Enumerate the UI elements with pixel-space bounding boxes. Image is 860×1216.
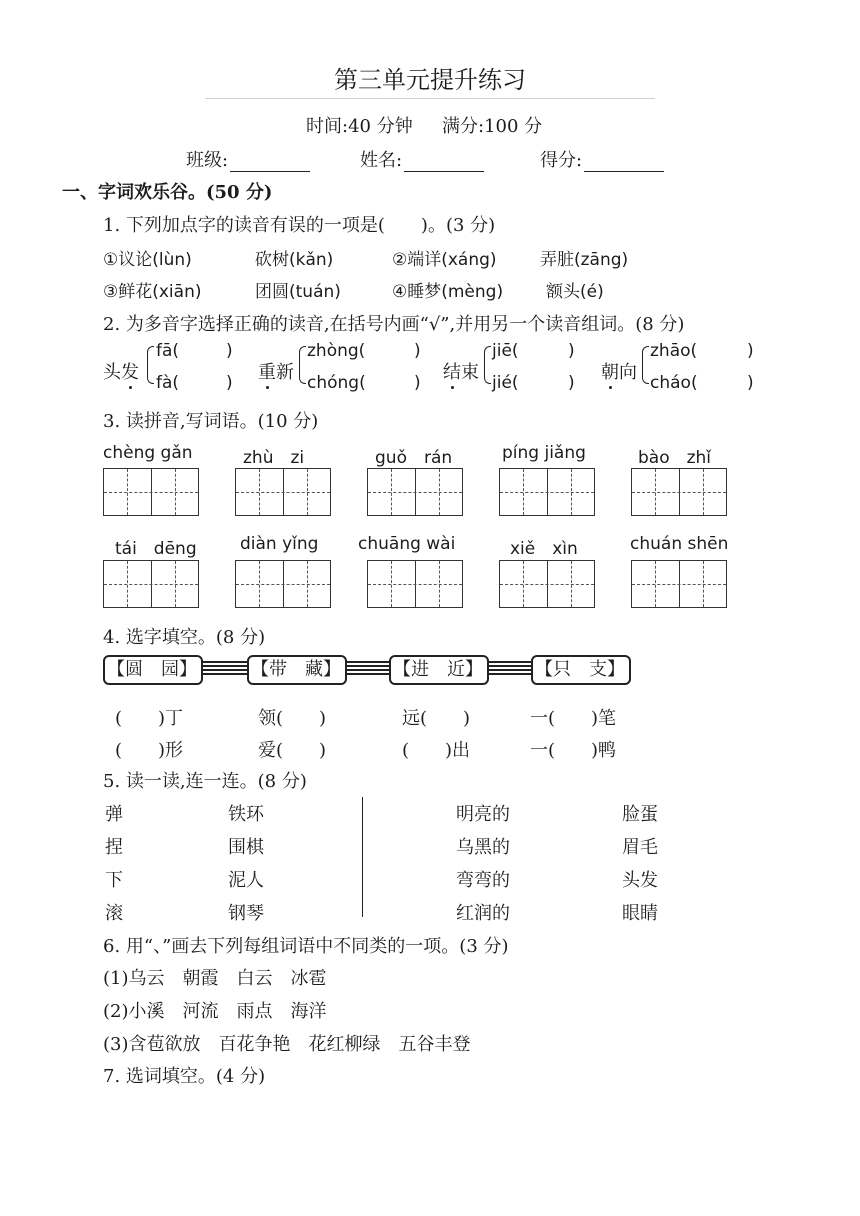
brace-icon bbox=[642, 346, 649, 384]
q2-paren: ) bbox=[568, 373, 575, 393]
score-label: 得分: bbox=[540, 150, 583, 171]
q2-paren: ) bbox=[226, 341, 233, 361]
char-choice-box: 【带 藏】 bbox=[247, 655, 347, 685]
writing-grid[interactable] bbox=[235, 468, 331, 516]
pinyin-label: guǒ rán bbox=[375, 448, 453, 468]
q2-reading: fā( bbox=[156, 341, 180, 361]
fill-item[interactable]: 远( ) bbox=[402, 708, 471, 729]
q7-stem: 7. 选词填空。(4 分) bbox=[103, 1066, 266, 1087]
column-divider bbox=[362, 797, 363, 917]
pinyin-label: bào zhǐ bbox=[638, 448, 712, 468]
match-word[interactable]: 头发 bbox=[622, 870, 658, 891]
score-blank[interactable] bbox=[584, 153, 664, 172]
match-word[interactable]: 滚 bbox=[105, 903, 123, 924]
writing-grid[interactable] bbox=[103, 560, 199, 608]
page-title: 第三单元提升练习 bbox=[334, 66, 526, 94]
q5-stem: 5. 读一读,连一连。(8 分) bbox=[103, 771, 307, 792]
writing-grid[interactable] bbox=[367, 560, 463, 608]
q1-option: 团圆(tuán) bbox=[255, 282, 341, 302]
match-word[interactable]: 泥人 bbox=[228, 870, 264, 891]
q2-word: 头发 bbox=[103, 362, 139, 383]
match-word[interactable]: 捏 bbox=[105, 837, 123, 858]
q2-word: 重新 bbox=[258, 362, 294, 383]
q2-paren: ) bbox=[568, 341, 575, 361]
match-word[interactable]: 红润的 bbox=[456, 903, 510, 924]
brace-icon bbox=[147, 346, 154, 384]
brace-icon bbox=[299, 346, 306, 384]
q6-item[interactable]: (1)乌云 朝霞 白云 冰雹 bbox=[103, 968, 327, 989]
q4-stem: 4. 选字填空。(8 分) bbox=[103, 627, 266, 648]
q2-reading: chóng( bbox=[307, 373, 366, 393]
match-word[interactable]: 乌黑的 bbox=[456, 837, 510, 858]
class-blank[interactable] bbox=[230, 153, 310, 172]
match-word[interactable]: 铁环 bbox=[228, 804, 264, 825]
match-word[interactable]: 脸蛋 bbox=[622, 804, 658, 825]
writing-grid[interactable] bbox=[631, 560, 727, 608]
fill-item[interactable]: 一( )鸭 bbox=[530, 740, 617, 761]
q2-stem: 2. 为多音字选择正确的读音,在括号内画“√”,并用另一个读音组词。(8 分) bbox=[103, 314, 685, 335]
q2-reading: zhòng( bbox=[307, 341, 366, 361]
q2-reading: zhāo( bbox=[650, 341, 698, 361]
match-word[interactable]: 眉毛 bbox=[622, 837, 658, 858]
q2-word: 结束 bbox=[443, 362, 479, 383]
char-choice-box: 【进 近】 bbox=[389, 655, 489, 685]
match-word[interactable]: 眼睛 bbox=[622, 903, 658, 924]
chain-connector bbox=[347, 661, 389, 677]
match-word[interactable]: 明亮的 bbox=[456, 804, 510, 825]
char-choice-box: 【只 支】 bbox=[531, 655, 631, 685]
fill-item[interactable]: 爱( ) bbox=[258, 740, 327, 761]
q1-option: 砍树(kǎn) bbox=[255, 250, 334, 270]
match-word[interactable]: 下 bbox=[105, 870, 123, 891]
section-heading: 一、字词欢乐谷。(50 分) bbox=[62, 182, 273, 203]
q6-item[interactable]: (3)含苞欲放 百花争艳 花红柳绿 五谷丰登 bbox=[103, 1034, 471, 1055]
q2-reading: jiē( bbox=[492, 341, 519, 361]
q1-option: ①议论(lùn) bbox=[103, 250, 192, 270]
q6-item[interactable]: (2)小溪 河流 雨点 海洋 bbox=[103, 1001, 327, 1022]
name-label: 姓名: bbox=[360, 150, 403, 171]
match-word[interactable]: 弹 bbox=[105, 804, 123, 825]
q1-option: ②端详(xáng) bbox=[392, 250, 497, 270]
pinyin-label: chuāng wài bbox=[358, 534, 456, 554]
score-field bbox=[540, 146, 664, 172]
fill-item[interactable]: 一( )笔 bbox=[530, 708, 617, 729]
brace-icon bbox=[484, 346, 491, 384]
q1-option: ④睡梦(mèng) bbox=[392, 282, 504, 302]
fill-item[interactable]: 领( ) bbox=[258, 708, 327, 729]
name-field bbox=[360, 146, 484, 172]
writing-grid[interactable] bbox=[631, 468, 727, 516]
chain-connector bbox=[203, 661, 247, 677]
q2-reading: jié( bbox=[492, 373, 519, 393]
writing-grid[interactable] bbox=[103, 468, 199, 516]
q2-paren: ) bbox=[747, 373, 754, 393]
class-field bbox=[186, 146, 310, 172]
fill-item[interactable]: ( )出 bbox=[402, 740, 471, 761]
full-score: 满分:100 分 bbox=[442, 116, 543, 137]
pinyin-label: zhù zi bbox=[243, 448, 305, 468]
q2-reading: cháo( bbox=[650, 373, 698, 393]
pinyin-label: chèng gǎn bbox=[103, 443, 193, 463]
q1-option: ③鲜花(xiān) bbox=[103, 282, 202, 302]
q1-option: 额头(é) bbox=[546, 282, 604, 302]
name-blank[interactable] bbox=[404, 153, 484, 172]
title-divider bbox=[205, 98, 655, 99]
q2-paren: ) bbox=[414, 341, 421, 361]
pinyin-label: píng jiǎng bbox=[502, 443, 586, 463]
q2-paren: ) bbox=[747, 341, 754, 361]
chain-connector bbox=[489, 661, 531, 677]
class-label: 班级: bbox=[186, 150, 229, 171]
q1-stem: 1. 下列加点字的读音有误的一项是( )。(3 分) bbox=[103, 215, 496, 236]
match-word[interactable]: 弯弯的 bbox=[456, 870, 510, 891]
pinyin-label: tái dēng bbox=[115, 539, 197, 559]
q6-stem: 6. 用“、”画去下列每组词语中不同类的一项。(3 分) bbox=[103, 936, 509, 957]
q2-paren: ) bbox=[226, 373, 233, 393]
fill-item[interactable]: ( )形 bbox=[115, 740, 184, 761]
writing-grid[interactable] bbox=[499, 468, 595, 516]
q2-paren: ) bbox=[414, 373, 421, 393]
match-word[interactable]: 钢琴 bbox=[228, 903, 264, 924]
pinyin-label: diàn yǐng bbox=[240, 534, 319, 554]
pinyin-label: xiě xìn bbox=[510, 539, 578, 559]
fill-item[interactable]: ( )丁 bbox=[115, 708, 184, 729]
writing-grid[interactable] bbox=[499, 560, 595, 608]
writing-grid[interactable] bbox=[367, 468, 463, 516]
char-choice-box: 【圆 园】 bbox=[103, 655, 203, 685]
q1-option: 弄脏(zāng) bbox=[540, 250, 629, 270]
pinyin-label: chuán shēn bbox=[630, 534, 729, 554]
writing-grid[interactable] bbox=[235, 560, 331, 608]
q3-stem: 3. 读拼音,写词语。(10 分) bbox=[103, 411, 319, 432]
exam-time: 时间:40 分钟 bbox=[306, 116, 413, 137]
match-word[interactable]: 围棋 bbox=[228, 837, 264, 858]
q2-word: 朝向 bbox=[601, 362, 637, 383]
q2-reading: fà( bbox=[156, 373, 180, 393]
